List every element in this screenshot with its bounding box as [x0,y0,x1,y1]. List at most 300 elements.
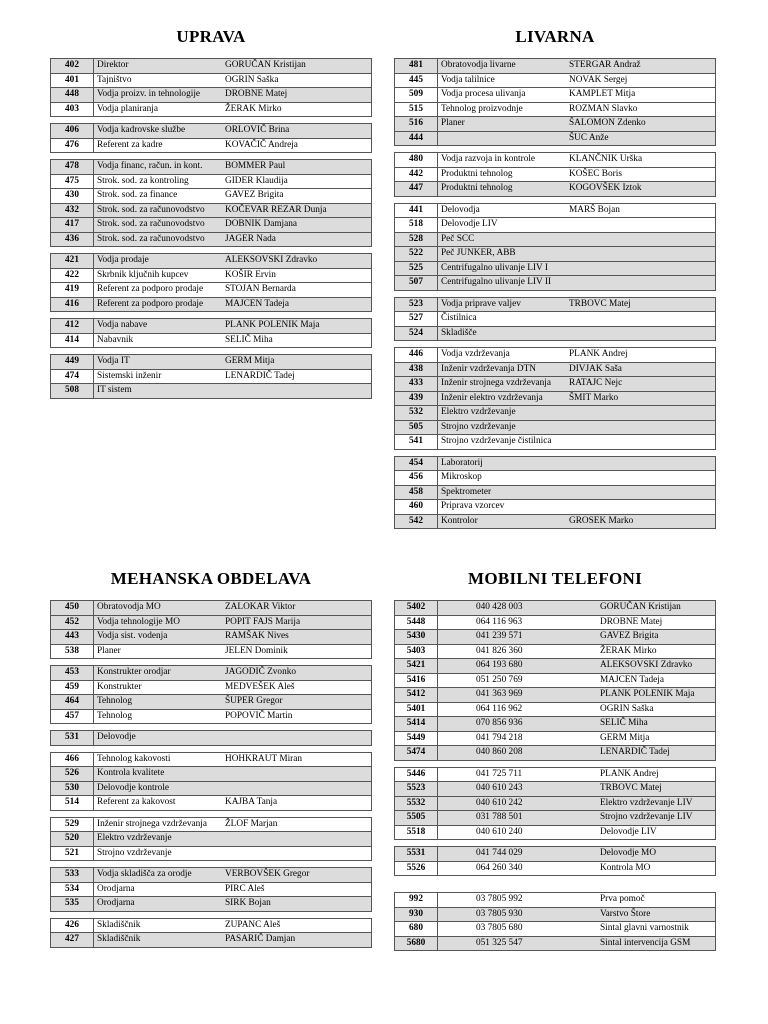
table-row [395,471,716,486]
extension-number: 401 [51,73,94,88]
contact-group-table [394,600,716,761]
contact-name [222,781,372,796]
contact-name: POPOVIČ Martin [222,709,372,724]
extension-number: 528 [395,232,438,247]
phone-number: 040 610 240 [438,825,598,840]
table-row [395,102,716,117]
extension-number: 508 [51,384,94,399]
extension-number: 527 [395,312,438,327]
contact-name: DIVJAK Saša [566,362,716,377]
phone-number: 051 325 547 [438,936,598,951]
table-row [395,644,716,659]
phone-number: 064 193 680 [438,659,598,674]
phone-number: 064 260 340 [438,861,598,876]
table-row [395,203,716,218]
extension-number: 5403 [395,644,438,659]
table-row [51,709,372,724]
job-title: Spektrometer [438,485,567,500]
job-title: Vodja nabave [94,319,223,334]
extension-number: 426 [51,918,94,933]
table-row [395,825,716,840]
contact-name [222,832,372,847]
contact-name [222,846,372,861]
table-row [51,203,372,218]
job-title: Orodjarna [94,882,223,897]
table-row [395,936,716,951]
extension-number: 5680 [395,936,438,951]
table-row [395,312,716,327]
table-row [395,767,716,782]
extension-number: 5531 [395,847,438,862]
job-title: Strok. sod. za računovodstvo [94,203,223,218]
table-row [51,817,372,832]
table-row [395,131,716,146]
table-row [395,673,716,688]
extension-number: 930 [395,907,438,922]
contact-name: PLANK Andrej [597,767,716,782]
table-row [51,680,372,695]
job-title: Skladiščnik [94,918,223,933]
job-title: Kontrola kvalitete [94,767,223,782]
extension-number: 518 [395,218,438,233]
contact-group-table [394,203,716,291]
extension-number: 439 [395,391,438,406]
job-title: Vodja financ, račun. in kont. [94,160,223,175]
contact-name: ORLOVIČ Brina [222,124,372,139]
section-mehanska-obdelava [50,568,372,945]
extension-number: 533 [51,868,94,883]
job-title: Referent za podporo prodaje [94,297,223,312]
extension-number: 478 [51,160,94,175]
extension-number: 445 [395,73,438,88]
contact-name: VERBOVŠEK Gregor [222,868,372,883]
table-row [395,717,716,732]
extension-number: 5449 [395,731,438,746]
extension-number: 453 [51,666,94,681]
section-title: UPRAVA [176,27,246,46]
extension-number: 509 [395,88,438,103]
contact-name: KOVAČIČ Andreja [222,138,372,153]
table-row [51,630,372,645]
contact-name: MEDVEŠEK Aleš [222,680,372,695]
contact-group-table [50,730,372,746]
contact-group-table [50,159,372,247]
contact-name [566,456,716,471]
extension-number: 454 [395,456,438,471]
job-title: Skladiščnik [94,933,223,948]
directory-tables [50,58,372,405]
extension-number: 466 [51,752,94,767]
table-row [51,731,372,746]
job-title: Produktni tehnolog [438,182,567,197]
extension-number: 680 [395,922,438,937]
contact-name [566,435,716,450]
extension-number: 475 [51,174,94,189]
contact-group-table [394,892,716,951]
contact-name: TRBOVC Matej [566,297,716,312]
phone-number: 051 250 769 [438,673,598,688]
extension-number: 403 [51,102,94,117]
table-row [395,232,716,247]
extension-number: 530 [51,781,94,796]
contact-name: GORUČAN Kristijan [222,59,372,74]
extension-number: 534 [51,882,94,897]
table-row [395,893,716,908]
contact-name: GERM Mitja [222,355,372,370]
job-title: Konstrukter orodjar [94,666,223,681]
job-title: Vodja talilnice [438,73,567,88]
contact-name: MAJCEN Tadeja [222,297,372,312]
extension-number: 417 [51,218,94,233]
job-title: Strojno vzdrževanje [94,846,223,861]
extension-number: 442 [395,167,438,182]
extension-number: 421 [51,254,94,269]
table-row [395,688,716,703]
table-row [395,182,716,197]
extension-number: 443 [51,630,94,645]
contact-name: KLANČNIK Urška [566,153,716,168]
extension-number: 5412 [395,688,438,703]
job-title: Sistemski inženir [94,369,223,384]
job-title: Nabavnik [94,333,223,348]
table-row [395,297,716,312]
table-row [395,88,716,103]
contact-name: ŠMIT Marko [566,391,716,406]
job-title: Delovodje [94,731,223,746]
contact-name: GAVEZ Brigita [222,189,372,204]
contact-group-table [394,846,716,876]
job-title: Centrifugalno ulivanje LIV II [438,276,567,291]
contact-name: DOBNIK Damjana [222,218,372,233]
table-row [395,796,716,811]
extension-number: 523 [395,297,438,312]
table-row [395,420,716,435]
contact-name: Varstvo Štore [597,907,716,922]
phone-number: 041 239 571 [438,630,598,645]
extension-number: 541 [395,435,438,450]
job-title [438,131,567,146]
phone-number: 064 116 963 [438,615,598,630]
extension-number: 474 [51,369,94,384]
job-title: Inženir vzdrževanja DTN [438,362,567,377]
job-title: Tajništvo [94,73,223,88]
extension-number: 514 [51,796,94,811]
job-title: Referent za kadre [94,138,223,153]
phone-number: 03 7805 930 [438,907,598,922]
job-title: Vodja skladišča za orodje [94,868,223,883]
job-title: Skladišče [438,326,567,341]
table-row [395,456,716,471]
contact-group-table [394,456,716,530]
table-row [51,138,372,153]
job-title: Inženir elektro vzdrževanja [438,391,567,406]
contact-name [566,218,716,233]
contact-name: PIRC Aleš [222,882,372,897]
job-title: Strok. sod. za računovodstvo [94,232,223,247]
table-row [395,615,716,630]
extension-number: 505 [395,420,438,435]
extension-number: 515 [395,102,438,117]
table-row [51,174,372,189]
job-title: Delovodje kontrole [94,781,223,796]
extension-number: 5526 [395,861,438,876]
contact-name [222,384,372,399]
table-row [51,160,372,175]
extension-number: 436 [51,232,94,247]
contact-name: MARŠ Bojan [566,203,716,218]
phone-number: 041 794 218 [438,731,598,746]
contact-name: GROSEK Marko [566,514,716,529]
job-title: Delovodja [438,203,567,218]
table-row [395,261,716,276]
table-row [395,922,716,937]
contact-name: NOVAK Sergej [566,73,716,88]
contact-name: Strojno vzdrževanje LIV [597,811,716,826]
table-row [51,297,372,312]
job-title: Konstrukter [94,680,223,695]
table-row [51,695,372,710]
table-row [51,355,372,370]
job-title: Tehnolog [94,709,223,724]
extension-number: 5430 [395,630,438,645]
table-row [395,247,716,262]
contact-name [566,420,716,435]
section-title: MEHANSKA OBDELAVA [110,569,312,588]
contact-name: Elektro vzdrževanje LIV [597,796,716,811]
contact-group-table [50,123,372,153]
table-row [51,767,372,782]
phone-number: 041 363 969 [438,688,598,703]
phone-number: 041 826 360 [438,644,598,659]
table-row [395,630,716,645]
table-row [395,500,716,515]
job-title: Laboratorij [438,456,567,471]
job-title: Tehnolog [94,695,223,710]
contact-group-table [50,318,372,348]
table-row [51,283,372,298]
extension-number: 446 [395,348,438,363]
contact-name: OGRIN Saška [222,73,372,88]
table-row [395,218,716,233]
table-row [51,781,372,796]
table-row [395,601,716,616]
extension-number: 532 [395,406,438,421]
table-row [51,615,372,630]
contact-name: STERGAR Andraž [566,59,716,74]
table-row [395,861,716,876]
extension-number: 538 [51,644,94,659]
extension-number: 529 [51,817,94,832]
contact-name: HOHKRAUT Miran [222,752,372,767]
contact-name: KAJBA Tanja [222,796,372,811]
contact-name: RAMŠAK Nives [222,630,372,645]
table-row [395,59,716,74]
extension-number: 450 [51,601,94,616]
contact-group-table [50,817,372,862]
job-title: Strojno vzdrževanje čistilnica [438,435,567,450]
table-row [51,369,372,384]
extension-number: 481 [395,59,438,74]
contact-name: ALEKSOVSKI Zdravko [597,659,716,674]
contact-name: PLANK POLENIK Maja [222,319,372,334]
phone-number: 040 860 208 [438,746,598,761]
contact-name: GIDER Klaudija [222,174,372,189]
extension-number: 526 [51,767,94,782]
table-row [395,153,716,168]
extension-number: 992 [395,893,438,908]
table-row [51,752,372,767]
contact-name: Sintal glavni varnostnik [597,922,716,937]
contact-name [566,406,716,421]
extension-number: 438 [395,362,438,377]
extension-number: 419 [51,283,94,298]
table-row [395,362,716,377]
job-title: Referent za podporo prodaje [94,283,223,298]
section-title: LIVARNA [515,27,595,46]
phone-number: 040 610 243 [438,782,598,797]
extension-number: 5474 [395,746,438,761]
extension-number: 5416 [395,673,438,688]
extension-number: 460 [395,500,438,515]
contact-group-table [394,767,716,841]
extension-number: 5421 [395,659,438,674]
table-row [51,254,372,269]
contact-name [566,261,716,276]
contact-name: KOGOVŠEK Iztok [566,182,716,197]
phone-number: 041 744 029 [438,847,598,862]
contact-name: DROBNE Matej [597,615,716,630]
extension-number: 458 [395,485,438,500]
contact-name: KOČEVAR REZAR Dunja [222,203,372,218]
contact-name: GAVEZ Brigita [597,630,716,645]
phone-number: 064 116 962 [438,702,598,717]
contact-group-table [394,297,716,342]
contact-group-table [50,253,372,312]
job-title: Tehnolog kakovosti [94,752,223,767]
table-row [51,918,372,933]
table-row [395,485,716,500]
table-row [395,348,716,363]
table-row [395,377,716,392]
table-row [395,702,716,717]
job-title: Strok. sod. za finance [94,189,223,204]
contact-name: OGRIN Saška [597,702,716,717]
extension-number: 476 [51,138,94,153]
contact-name: ŽERAK Mirko [597,644,716,659]
job-title: Strojno vzdrževanje [438,420,567,435]
job-title: Inženir strojnega vzdrževanja [94,817,223,832]
contact-name: JELEN Dominik [222,644,372,659]
job-title: Planer [94,644,223,659]
table-row [51,796,372,811]
contact-group-table [50,918,372,948]
job-title: Obratovodja livarne [438,59,567,74]
table-row [51,846,372,861]
job-title: Inženir strojnega vzdrževanja [438,377,567,392]
extension-number: 520 [51,832,94,847]
extension-number: 507 [395,276,438,291]
table-row [395,406,716,421]
job-title: Strok. sod. za računovodstvo [94,218,223,233]
contact-name [566,232,716,247]
extension-number: 5402 [395,601,438,616]
table-row [51,897,372,912]
contact-name: STOJAN Bernarda [222,283,372,298]
table-row [51,232,372,247]
job-title: Peč JUNKER, ABB [438,247,567,262]
job-title: Obratovodja MO [94,601,223,616]
contact-name [566,276,716,291]
contact-group-table [50,600,372,659]
extension-number: 464 [51,695,94,710]
extension-number: 5448 [395,615,438,630]
directory-tables [394,600,716,957]
job-title: Vodja tehnologije MO [94,615,223,630]
contact-name: SELIČ Miha [597,717,716,732]
contact-name: PLANK POLENIK Maja [597,688,716,703]
table-row [51,882,372,897]
table-row [51,88,372,103]
table-row [395,73,716,88]
extension-number: 5414 [395,717,438,732]
extension-number: 535 [51,897,94,912]
contact-name: DROBNE Matej [222,88,372,103]
contact-name [222,731,372,746]
table-row [51,218,372,233]
extension-number: 422 [51,268,94,283]
contact-name: ŠUC Anže [566,131,716,146]
job-title: Vodja proizv. in tehnologije [94,88,223,103]
directory-tables [394,58,716,535]
contact-group-table [50,752,372,811]
table-row [51,666,372,681]
extension-number: 447 [395,182,438,197]
extension-number: 5518 [395,825,438,840]
job-title: Peč SCC [438,232,567,247]
contact-name: PLANK Andrej [566,348,716,363]
contact-name: ALEKSOVSKI Zdravko [222,254,372,269]
contact-name: KOŠEC Boris [566,167,716,182]
phone-number: 031 788 501 [438,811,598,826]
table-row [51,644,372,659]
job-title: IT sistem [94,384,223,399]
extension-number: 5505 [395,811,438,826]
contact-name: ROZMAN Slavko [566,102,716,117]
extension-number: 406 [51,124,94,139]
contact-name: KOŠIR Ervin [222,268,372,283]
extension-number: 412 [51,319,94,334]
contact-name: Delovodje MO [597,847,716,862]
job-title: Planer [438,117,567,132]
contact-name: GERM Mitja [597,731,716,746]
table-row [395,326,716,341]
table-row [51,933,372,948]
table-row [395,514,716,529]
job-title: Vodja razvoja in kontrole [438,153,567,168]
table-row [51,268,372,283]
job-title: Elektro vzdrževanje [438,406,567,421]
table-row [51,319,372,334]
table-row [51,59,372,74]
contact-name: Delovodje LIV [597,825,716,840]
table-row [395,731,716,746]
job-title: Centrifugalno ulivanje LIV I [438,261,567,276]
phone-number: 041 725 711 [438,767,598,782]
contact-name: Kontrola MO [597,861,716,876]
contact-name: ZALOKAR Viktor [222,601,372,616]
phone-number: 070 856 936 [438,717,598,732]
contact-name: JAGODIČ Zvonko [222,666,372,681]
